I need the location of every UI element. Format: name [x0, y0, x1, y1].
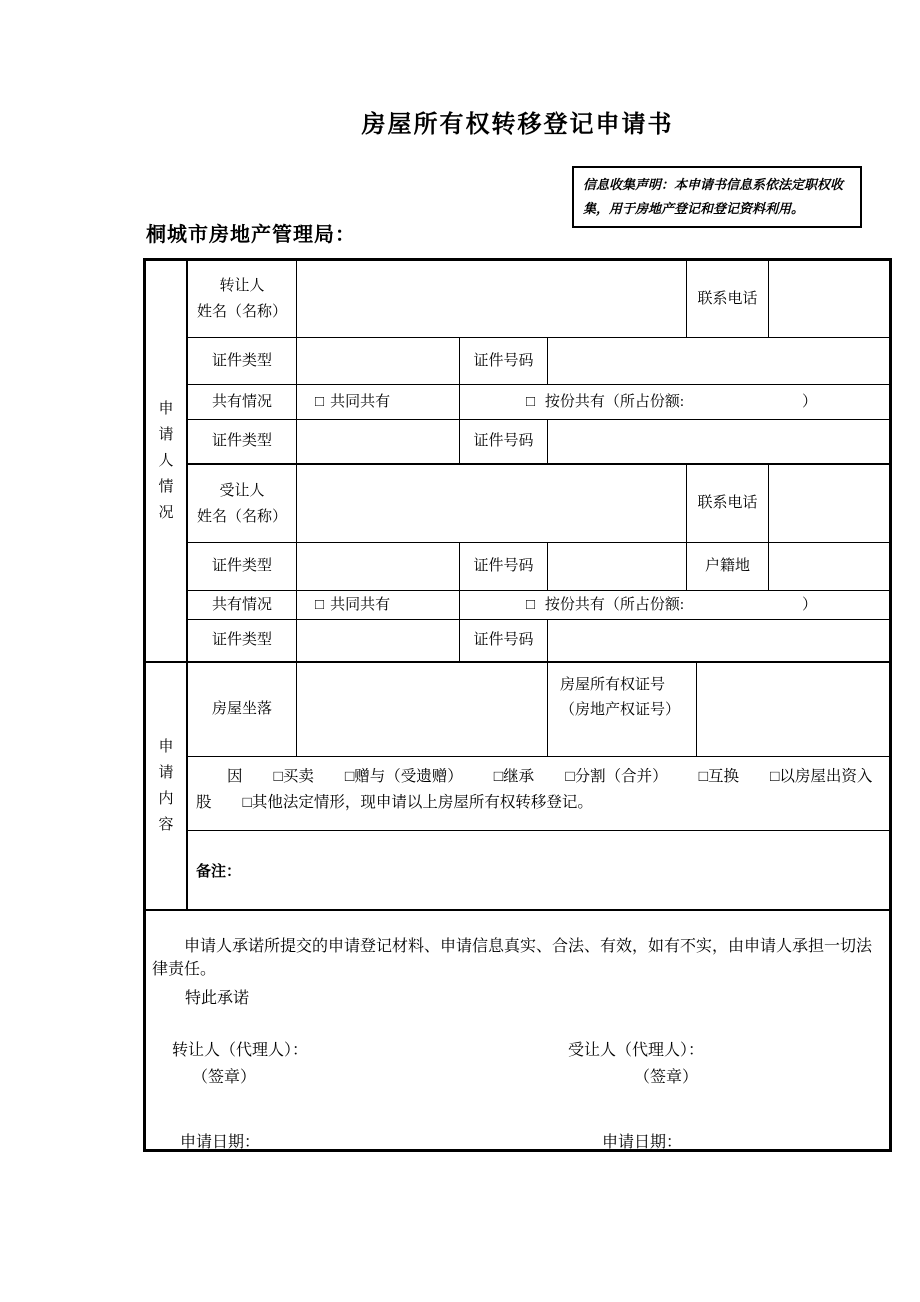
- salutation: 桐城市房地产管理局：: [146, 224, 356, 246]
- house-location-label: 房屋坐落: [188, 663, 297, 756]
- reason-option-division-merger: 分割（合并）: [574, 768, 668, 785]
- transferee-co-ownership-label: 共有情况: [188, 591, 297, 619]
- transferee-joint-ownership-label: 共同共有: [330, 596, 391, 613]
- ownership-cert-no-label: 房屋所有权证号 （房地产权证号）: [548, 663, 697, 756]
- transferee-residence-field[interactable]: [769, 543, 889, 590]
- reason-checkbox-purchase-sale[interactable]: □: [273, 768, 283, 785]
- transferee-cert-row-1: [188, 543, 889, 591]
- transferee-cert-type-label: 证件类型: [188, 543, 297, 590]
- transferor-phone-field[interactable]: [769, 261, 889, 337]
- transferee-cert-no2-label: 证件号码: [460, 620, 548, 661]
- transferor-cert-no-field[interactable]: [548, 338, 889, 384]
- reason-option-exchange: 互换: [707, 768, 739, 785]
- transferor-name-field[interactable]: [297, 261, 687, 337]
- transferee-share-close-paren: ）: [801, 596, 817, 613]
- transferor-phone-label: 联系电话: [687, 261, 769, 337]
- applicant-section-side-header: [146, 261, 188, 661]
- transferor-cert-row-1: [188, 338, 889, 385]
- transferor-cert-no-label: 证件号码: [460, 338, 548, 384]
- commitment-statement: 申请人承诺所提交的申请登记材料、申请信息真实、合法、有效，如有不实，由申请人承担一切法律责任。: [152, 938, 873, 978]
- transferor-cert-no2-field[interactable]: [548, 420, 889, 463]
- remark-label: 备注：: [196, 863, 242, 880]
- page-title: 房屋所有权转移登记申请书: [361, 112, 674, 138]
- reason-suffix: ，现申请以上房屋所有权转移登记。: [344, 794, 593, 811]
- request-section-side-header: [146, 663, 188, 909]
- transferor-joint-ownership-label: 共同共有: [330, 393, 391, 410]
- transfer-reason-row: [188, 757, 889, 831]
- reason-option-gift: 赠与（受遗赠）: [354, 768, 463, 785]
- transferor-share-close-paren: ）: [801, 393, 817, 410]
- transferee-phone-label: 联系电话: [687, 465, 769, 542]
- transferor-joint-ownership-checkbox[interactable]: □: [315, 393, 325, 410]
- transfer-reason-text: 因 □买卖 □赠与（受遗赠） □继承 □分割（合并） □互换 □以房屋出资入股 □其他法定情形，现申请以上房屋所有权转移登记。: [188, 757, 889, 830]
- notice-text: 信息收集声明：本申请书信息系依法定职权收集，用于房地产登记和登记资料利用。: [583, 177, 844, 216]
- transferee-name-row: [188, 465, 889, 543]
- transferor-cert-type-label: 证件类型: [188, 338, 297, 384]
- transferee-name-field[interactable]: [297, 465, 687, 542]
- notice-box: [572, 166, 862, 228]
- reason-option-inheritance: 继承: [503, 768, 535, 785]
- transferee-cert-type2-field[interactable]: [297, 620, 460, 661]
- ownership-cert-no-field[interactable]: [697, 663, 889, 756]
- transferee-signature-label: 受让人（代理人）：: [568, 1042, 705, 1059]
- transferor-cert-row-2: [188, 420, 889, 465]
- transferor-cert-type-field[interactable]: [297, 338, 460, 384]
- remark-field[interactable]: [241, 831, 889, 909]
- reason-checkbox-division-merger[interactable]: □: [565, 768, 575, 785]
- remark-row: [188, 831, 889, 909]
- transferee-joint-ownership-checkbox[interactable]: □: [315, 596, 325, 613]
- transferor-application-date-label: 申请日期：: [180, 1134, 261, 1151]
- house-location-field[interactable]: [297, 663, 548, 756]
- transferee-share-ownership-checkbox[interactable]: □: [526, 596, 536, 613]
- transferor-share-ownership-label: 按份共有（所占份额:: [544, 393, 684, 410]
- request-section-label: 申请内容: [158, 739, 174, 833]
- transferee-cert-row-2: [188, 620, 889, 661]
- reason-checkbox-equity-investment[interactable]: □: [769, 768, 780, 785]
- transferor-share-ownership-option: [460, 385, 889, 419]
- reason-checkbox-inheritance[interactable]: □: [493, 768, 504, 785]
- reason-checkbox-other-legal[interactable]: □: [242, 794, 252, 811]
- reason-checkbox-gift[interactable]: □: [344, 768, 355, 785]
- request-rows: [188, 663, 889, 909]
- transferee-cert-no-field[interactable]: [548, 543, 687, 590]
- reason-option-purchase-sale: 买卖: [282, 768, 314, 785]
- transferor-name-label: 转让人 姓名（名称）: [188, 261, 297, 337]
- transferor-joint-ownership-option: [297, 385, 460, 419]
- transferor-share-ownership-checkbox[interactable]: □: [526, 393, 536, 410]
- transferor-signature-label: 转让人（代理人）：: [172, 1042, 309, 1059]
- transferee-joint-ownership-option: [297, 591, 460, 619]
- transferee-cert-type-field[interactable]: [297, 543, 460, 590]
- commitment-section: [146, 909, 889, 1149]
- applicant-section: [146, 261, 889, 661]
- house-location-row: [188, 663, 889, 757]
- reason-option-other-legal: 其他法定情形: [251, 794, 345, 811]
- applicant-section-label: 申请人情况: [158, 401, 174, 521]
- transferor-co-ownership-row: [188, 385, 889, 420]
- transferor-seal-label: （签章）: [192, 1069, 257, 1086]
- transferee-share-ownership-label: 按份共有（所占份额:: [544, 596, 684, 613]
- transferor-cert-type2-label: 证件类型: [188, 420, 297, 463]
- transferee-residence-label: 户籍地: [687, 543, 769, 590]
- applicant-rows: [188, 261, 889, 661]
- transferor-cert-type2-field[interactable]: [297, 420, 460, 463]
- transferee-cert-no2-field[interactable]: [548, 620, 889, 661]
- transferor-name-row: [188, 261, 889, 338]
- transferee-co-ownership-row: [188, 591, 889, 620]
- reason-option-equity-investment: 以房屋出资入股: [196, 768, 873, 811]
- transferee-application-date-label: 申请日期：: [602, 1134, 683, 1151]
- transferee-share-ownership-option: [460, 591, 889, 619]
- application-form-table: [143, 258, 892, 1152]
- transferee-cert-type2-label: 证件类型: [188, 620, 297, 661]
- transferor-cert-no2-label: 证件号码: [460, 420, 548, 463]
- transferee-cert-no-label: 证件号码: [460, 543, 548, 590]
- request-section: [146, 661, 889, 909]
- commitment-promise: 特此承诺: [185, 990, 250, 1007]
- reason-checkbox-exchange[interactable]: □: [698, 768, 708, 785]
- transferee-seal-label: （签章）: [634, 1069, 699, 1086]
- transferee-phone-field[interactable]: [769, 465, 889, 542]
- transferor-co-ownership-label: 共有情况: [188, 385, 297, 419]
- commitment-body: [146, 911, 889, 1149]
- transferee-name-label: 受让人 姓名（名称）: [188, 465, 297, 542]
